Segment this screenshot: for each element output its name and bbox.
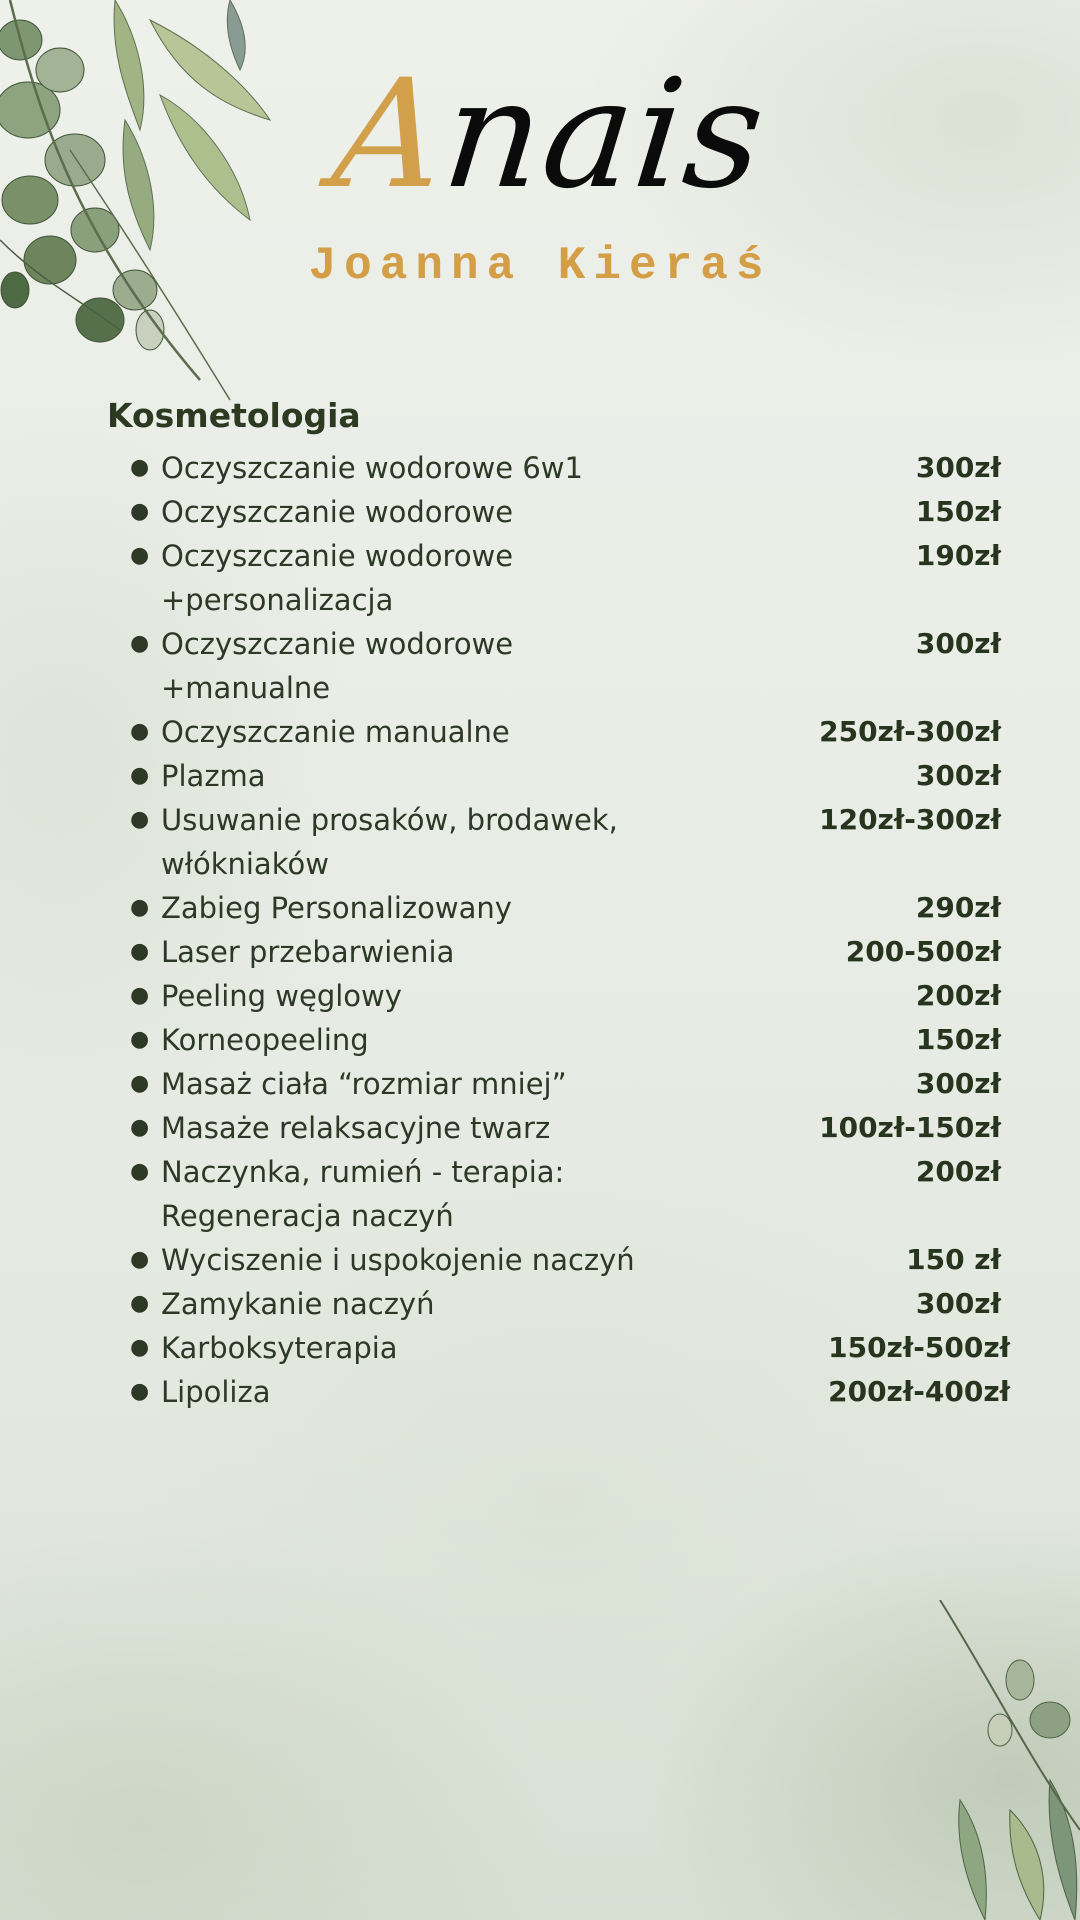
bullet-icon: ● <box>130 1379 150 1404</box>
service-name: Plazma <box>161 759 266 793</box>
service-price: 300zł <box>915 627 1001 660</box>
service-name-cell <box>130 754 690 798</box>
service-name: Masaż ciała “rozmiar mniej” <box>161 1067 567 1101</box>
service-name-cell <box>130 1018 690 1062</box>
bullet-icon: ● <box>130 631 150 656</box>
price-list-item <box>130 1150 1010 1238</box>
service-price: 200zł <box>915 979 1001 1012</box>
service-price: 150zł <box>915 1023 1001 1056</box>
service-name-cell <box>130 798 690 886</box>
bullet-icon: ● <box>130 983 150 1008</box>
service-name-cell <box>130 446 690 490</box>
service-price: 290zł <box>915 891 1001 924</box>
service-name: Usuwanie prosaków, brodawek, włókniaków <box>161 803 618 881</box>
bullet-icon: ● <box>130 1071 150 1096</box>
price-list-item <box>130 974 1010 1018</box>
logo-rest-text: nais <box>436 48 774 222</box>
price-list-item <box>130 446 1010 490</box>
owner-name: Joanna Kieraś <box>308 240 772 292</box>
service-price: 150zł <box>915 495 1001 528</box>
service-price: 100zł-150zł <box>819 1111 1001 1144</box>
price-list-item <box>130 490 1010 534</box>
price-list-item <box>130 1238 1010 1282</box>
section-title: Kosmetologia <box>107 396 361 435</box>
service-name-cell <box>130 534 690 622</box>
bullet-icon: ● <box>130 499 150 524</box>
price-list-item <box>130 1018 1010 1062</box>
service-name: Lipoliza <box>161 1375 271 1409</box>
price-list-item <box>130 710 1010 754</box>
service-name-cell <box>130 1150 690 1238</box>
bullet-icon: ● <box>130 895 150 920</box>
service-name-cell <box>130 1238 690 1282</box>
service-name: Korneopeeling <box>161 1023 369 1057</box>
logo-initial-letter: A <box>326 48 455 222</box>
bullet-icon: ● <box>130 1335 150 1360</box>
service-price: 200zł-400zł <box>828 1375 1010 1408</box>
service-name: Oczyszczanie wodorowe +personalizacja <box>161 539 514 617</box>
service-name: Karboksyterapia <box>161 1331 398 1365</box>
price-list-item <box>130 622 1010 710</box>
service-name: Oczyszczanie wodorowe +manualne <box>161 627 514 705</box>
service-price: 150 zł <box>906 1243 1001 1276</box>
price-list-item <box>130 1106 1010 1150</box>
service-price: 300zł <box>915 451 1001 484</box>
price-list-item <box>130 754 1010 798</box>
price-list-item <box>130 1282 1010 1326</box>
anais-logo <box>325 40 774 230</box>
price-list-item <box>130 1062 1010 1106</box>
bullet-icon: ● <box>130 719 150 744</box>
service-price: 200-500zł <box>845 935 1001 968</box>
service-name-cell <box>130 622 690 710</box>
service-name-cell <box>130 490 690 534</box>
bullet-icon: ● <box>130 455 150 480</box>
price-list-item <box>130 930 1010 974</box>
bullet-icon: ● <box>130 543 150 568</box>
service-name-cell <box>130 886 690 930</box>
price-list-item <box>130 1326 1010 1370</box>
service-name: Oczyszczanie wodorowe <box>161 495 514 529</box>
service-name-cell <box>130 710 690 754</box>
service-name: Oczyszczanie manualne <box>161 715 510 749</box>
service-name: Oczyszczanie wodorowe 6w1 <box>161 451 583 485</box>
bullet-icon: ● <box>130 1159 150 1184</box>
price-list-item <box>130 798 1010 886</box>
service-name: Wyciszenie i uspokojenie naczyń <box>161 1243 635 1277</box>
service-name: Zamykanie naczyń <box>161 1287 435 1321</box>
price-list-item <box>130 886 1010 930</box>
service-name: Laser przebarwienia <box>161 935 455 969</box>
price-list-item <box>130 534 1010 622</box>
bullet-icon: ● <box>130 1247 150 1272</box>
salon-header <box>0 40 1080 292</box>
service-name-cell <box>130 1062 690 1106</box>
service-name: Naczynka, rumień - terapia: Regeneracja naczyń <box>161 1155 565 1233</box>
service-price: 120zł-300zł <box>819 803 1001 836</box>
bullet-icon: ● <box>130 1027 150 1052</box>
service-name-cell <box>130 930 690 974</box>
service-name-cell <box>130 1326 690 1370</box>
service-price: 250zł-300zł <box>819 715 1001 748</box>
bullet-icon: ● <box>130 763 150 788</box>
service-price: 300zł <box>915 759 1001 792</box>
price-list <box>130 446 1010 1414</box>
bullet-icon: ● <box>130 1291 150 1316</box>
service-name: Masaże relaksacyjne twarz <box>161 1111 551 1145</box>
service-name-cell <box>130 1106 690 1150</box>
price-list-item <box>130 1370 1010 1414</box>
bullet-icon: ● <box>130 939 150 964</box>
eucalyptus-leaves-decoration-bottom <box>900 1600 1080 1920</box>
service-name: Peeling węglowy <box>161 979 402 1013</box>
service-price: 200zł <box>915 1155 1001 1188</box>
service-name: Zabieg Personalizowany <box>161 891 512 925</box>
service-name-cell <box>130 1370 690 1414</box>
service-name-cell <box>130 1282 690 1326</box>
service-price: 190zł <box>915 539 1001 572</box>
bullet-icon: ● <box>130 807 150 832</box>
service-price: 300zł <box>915 1287 1001 1320</box>
service-price: 150zł-500zł <box>828 1331 1010 1364</box>
bullet-icon: ● <box>130 1115 150 1140</box>
service-price: 300zł <box>915 1067 1001 1100</box>
service-name-cell <box>130 974 690 1018</box>
